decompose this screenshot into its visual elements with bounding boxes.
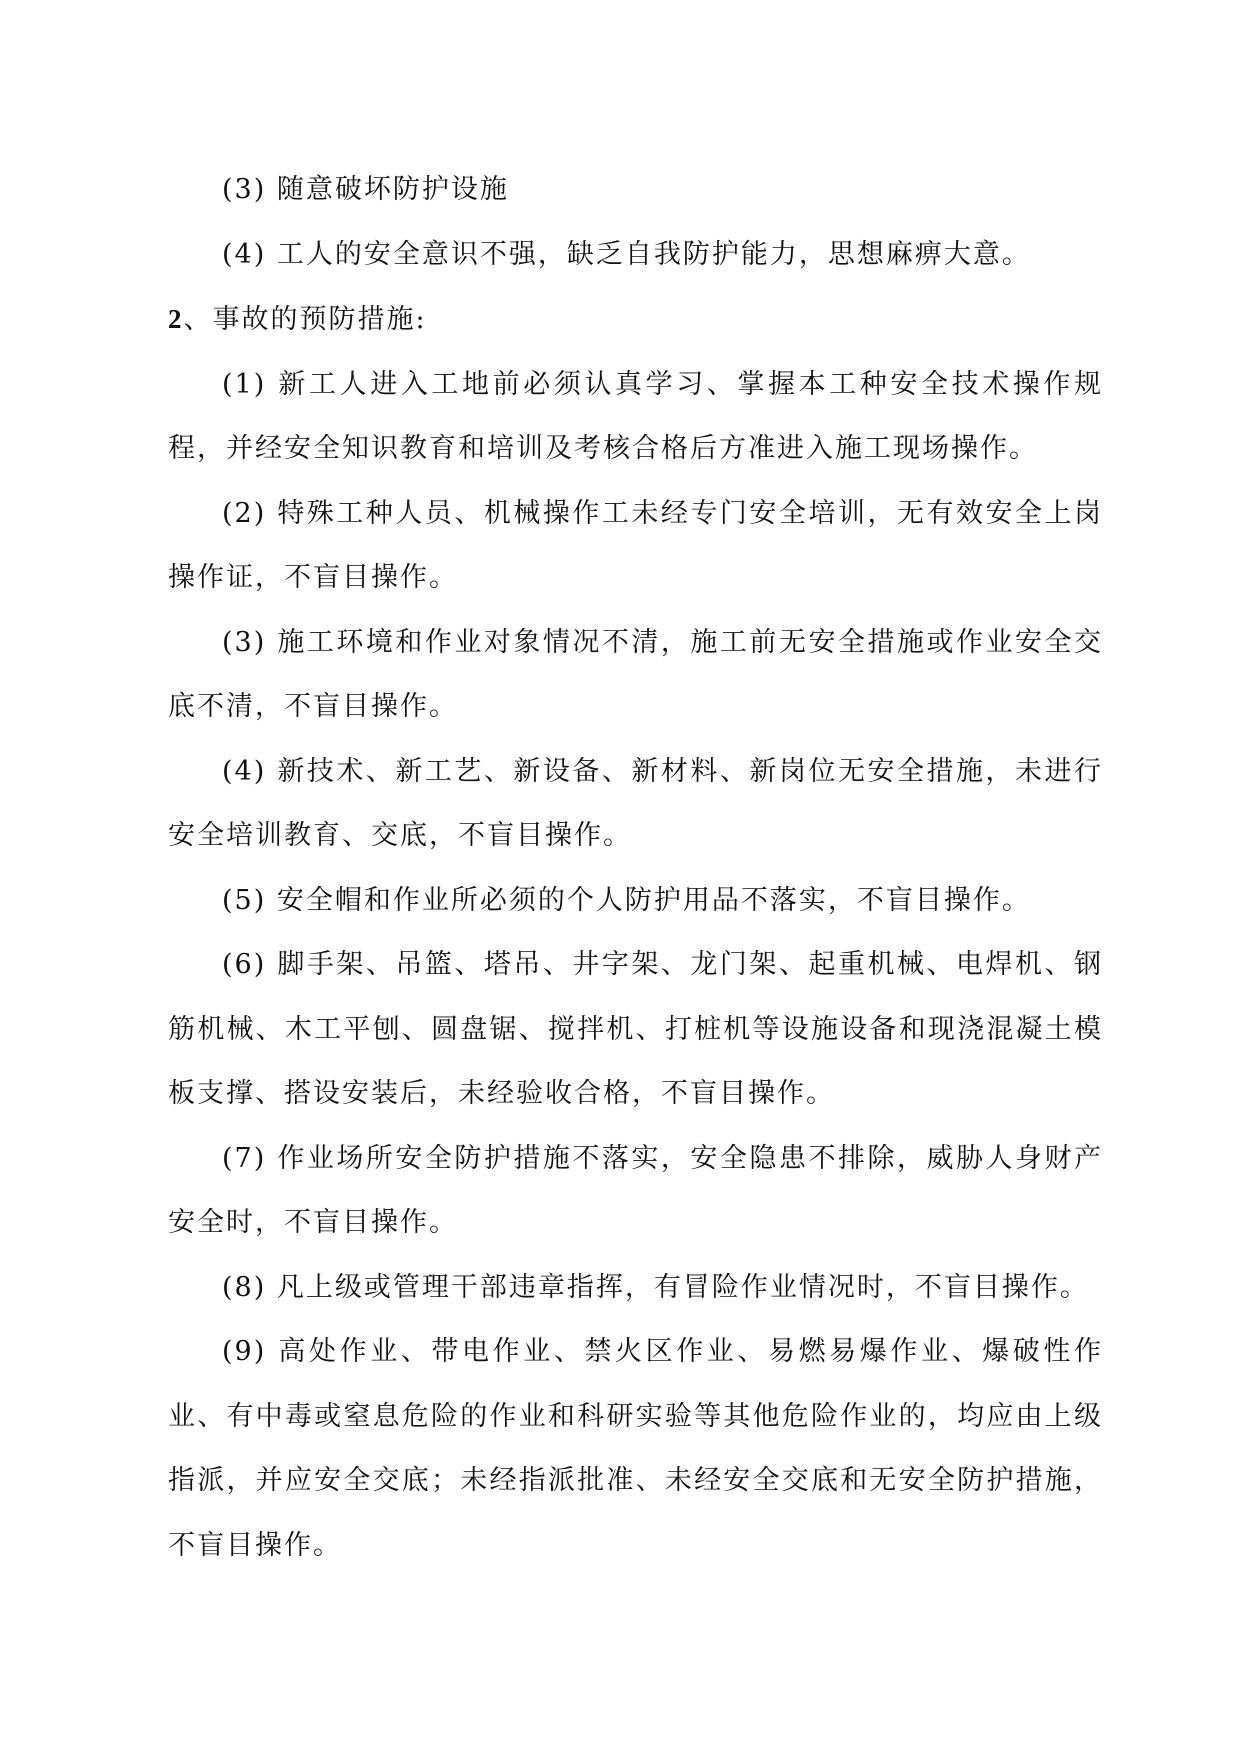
cause-item-3: (3) 随意破坏防护设施 <box>222 174 509 205</box>
measure-item-6: (6) 脚手架、吊篮、塔吊、井字架、龙门架、起重机械、电焊机、钢筋机械、木工平刨、圆盘锯、搅拌机、打桩机等设施设备和现浇混凝土模板支撑、搭设安装后，未经验收合格，不盲目操作。 <box>168 949 1103 1109</box>
measure-item-2: (2) 特殊工种人员、机械操作工未经专门安全培训，无有效安全上岗操作证，不盲目操作。 <box>168 497 1103 593</box>
section-number: 2 <box>168 304 184 334</box>
cause-item-4: (4) 工人的安全意识不强，缺乏自我防护能力，思想麻痹大意。 <box>222 238 1031 270</box>
measure-item-8: (8) 凡上级或管理干部违章指挥，有冒险作业情况时，不盲目操作。 <box>222 1271 1089 1303</box>
measure-item-5: (5) 安全帽和作业所必须的个人防护用品不落实，不盲目操作。 <box>222 884 1031 916</box>
section-heading <box>168 287 1103 353</box>
section-title: 、事故的预防措施: <box>183 304 427 335</box>
measure-item-3: (3) 施工环境和作业对象情况不清，施工前无安全措施或作业安全交底不清，不盲目操作。 <box>168 626 1103 722</box>
document-body <box>168 158 1103 1578</box>
measure-item-4: (4) 新技术、新工艺、新设备、新材料、新岗位无安全措施，未进行安全培训教育、交底，不盲目操作。 <box>168 755 1103 851</box>
measure-item-9: (9) 高处作业、带电作业、禁火区作业、易燃易爆作业、爆破性作业、有中毒或窒息危险的作业和科研实验等其他危险作业的，均应由上级指派，并应安全交底；未经指派批准、未经安全交底和无安全防护措施，不盲目操作。 <box>168 1336 1103 1561</box>
measure-item-7: (7) 作业场所安全防护措施不落实，安全隐患不排除，威胁人身财产安全时，不盲目操作。 <box>168 1142 1103 1238</box>
measure-item-1: (1) 新工人进入工地前必须认真学习、掌握本工种安全技术操作规程，并经安全知识教育和培训及考核合格后方准进入施工现场操作。 <box>168 368 1103 464</box>
